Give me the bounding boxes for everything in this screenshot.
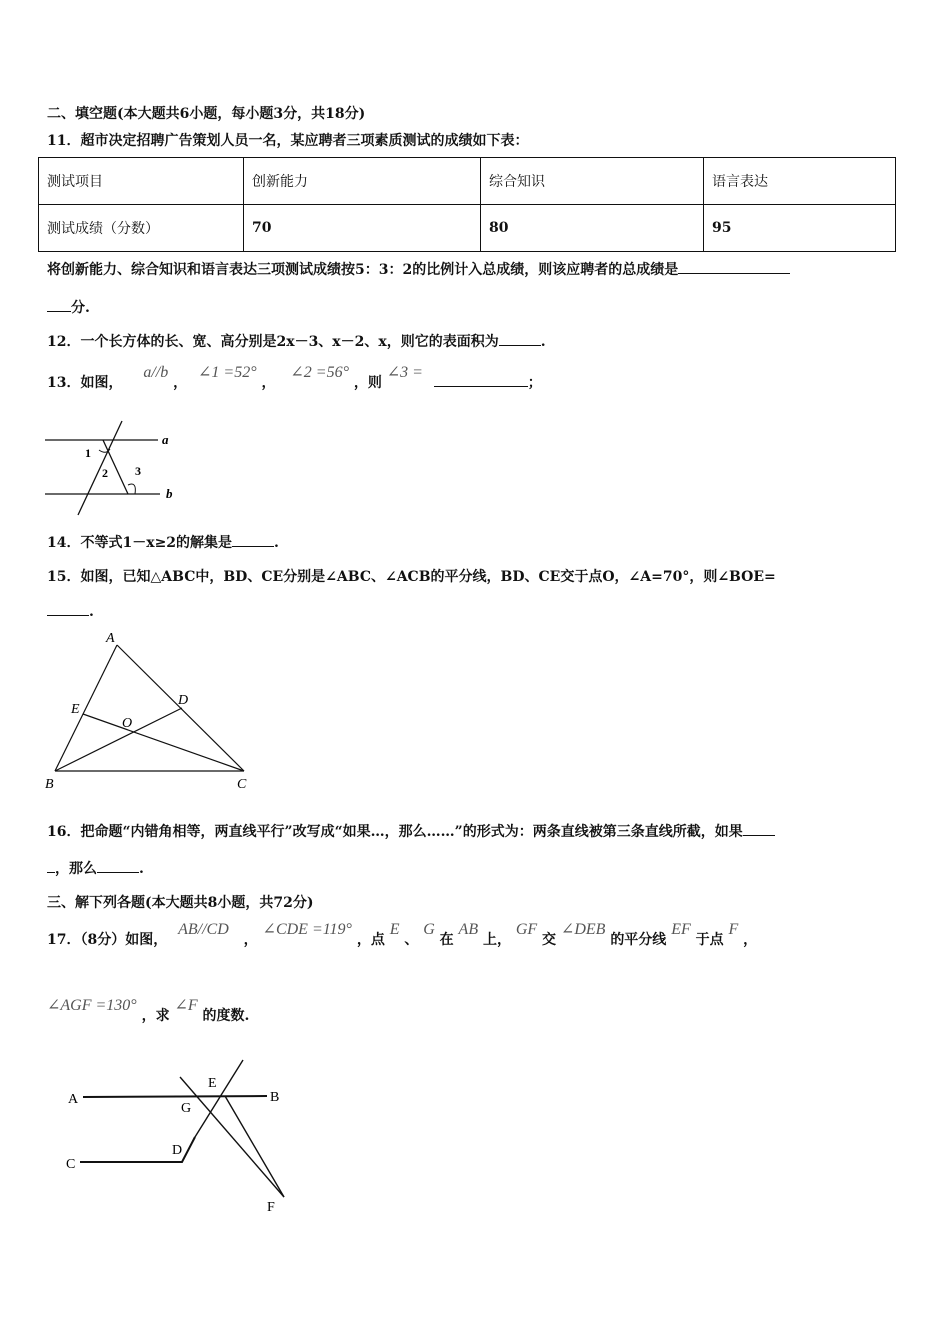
answer-blank[interactable] (47, 871, 55, 873)
q11-score-table (38, 157, 896, 252)
q17-t7: 于点 (695, 932, 724, 948)
label-C: C (237, 777, 247, 792)
q15-figure (40, 628, 270, 798)
table-cell: 80 (481, 205, 704, 252)
table-header-cell: 测试项目 (39, 158, 244, 205)
label-B: B (45, 777, 54, 792)
q12-text (47, 331, 546, 351)
q13-math-parallel: a//b (143, 364, 169, 381)
label-C: C (66, 1157, 76, 1172)
q13-end: ； (527, 375, 542, 391)
q13-sep: ， (173, 375, 188, 391)
label-a: a (162, 432, 169, 447)
q16-text-line2 (47, 858, 144, 878)
q12-text-body: 12．一个长方体的长、宽、高分别是2x－3、x－2、x，则它的表面积为 (47, 334, 499, 350)
label-b: b (166, 486, 173, 501)
q17-math-E: E (389, 921, 400, 938)
label-D: D (172, 1143, 183, 1158)
q13-figure (40, 415, 200, 525)
label-A: A (68, 1092, 79, 1107)
q17-math-parallel: AB//CD (178, 921, 229, 938)
q17-t4: 上， (482, 932, 511, 948)
q13-math-angle1: ∠1 =52° (198, 364, 257, 381)
section2-title: 二、填空题(本大题共6小题，每小题3分，共18分) (47, 106, 366, 122)
section3-title: 三、解下列各题(本大题共8小题，共72分) (47, 895, 314, 911)
q17-t5: 交 (542, 932, 557, 948)
q17-math-G: G (423, 921, 435, 938)
line-AB (83, 1096, 267, 1097)
answer-blank[interactable] (232, 545, 274, 547)
q11-text-end: 分. (71, 300, 90, 316)
q13-math-angle3: ∠3 = (386, 364, 423, 381)
q13-text (47, 364, 542, 392)
q16-text-body: 16．把命题“内错角相等，两直线平行”改写成“如果…，那么……”的形式为：两条直线被第三条直线所截，如果 (47, 824, 743, 840)
q16-end: . (139, 861, 144, 877)
q17-math-AB: AB (458, 921, 479, 938)
q17-t9: 的度数. (202, 1008, 250, 1024)
table-header-cell: 综合知识 (481, 158, 704, 205)
q14-end: . (274, 535, 279, 551)
q17-t8: ，求 (141, 1008, 170, 1024)
table-row (39, 205, 896, 252)
table-header-cell: 创新能力 (244, 158, 481, 205)
q17-prefix: 17．（8分）如图， (47, 932, 168, 948)
table-cell: 95 (704, 205, 896, 252)
answer-blank[interactable] (678, 272, 790, 274)
q17-sep: ， (243, 932, 258, 948)
table-header-cell: 语言表达 (704, 158, 896, 205)
q11-text-body: 将创新能力、综合知识和语言表达三项测试成绩按5：3：2的比例计入总成绩，则该应聘者的总成绩是 (47, 262, 679, 278)
q17-t3: 在 (439, 932, 454, 948)
table-cell: 70 (244, 205, 481, 252)
q13-math-angle2: ∠2 =56° (290, 364, 349, 381)
label-E: E (71, 702, 80, 717)
q17-math-EF: EF (671, 921, 691, 938)
side-AC (117, 645, 244, 771)
q15-end: . (89, 604, 94, 620)
q17-text-line2 (47, 997, 250, 1025)
label-angle-3: 3 (135, 464, 141, 478)
label-G: G (181, 1101, 192, 1116)
table-header-row (39, 158, 896, 205)
answer-blank[interactable] (47, 614, 89, 616)
side-AB (55, 645, 117, 771)
q17-math-angle-agf: ∠AGF =130° (47, 997, 137, 1014)
q14-text (47, 532, 279, 552)
q17-math-F: F (728, 921, 739, 938)
q17-t1: ，点 (356, 932, 385, 948)
q12-end: . (540, 334, 546, 350)
label-A: A (106, 631, 115, 646)
answer-blank[interactable] (97, 871, 139, 873)
label-angle-2: 2 (102, 466, 108, 480)
label-B: B (270, 1090, 280, 1105)
bisector-CE (83, 714, 244, 771)
label-angle-1: 1 (85, 446, 91, 460)
q15-answer-line (47, 604, 94, 620)
label-D: D (178, 693, 189, 708)
q17-figure (60, 1055, 300, 1220)
table-row-label: 测试成绩（分数） (39, 205, 244, 252)
answer-blank[interactable] (47, 310, 71, 312)
q17-math-GF: GF (515, 921, 538, 938)
label-E: E (208, 1076, 217, 1091)
q11-text-end-line (47, 297, 90, 317)
q17-math-angle-f: ∠F (174, 997, 198, 1014)
bisector-BD (55, 708, 182, 771)
q17-t2: 、 (404, 932, 419, 948)
q16-text (47, 821, 775, 841)
q17-t6: 的平分线 (610, 932, 667, 948)
label-O: O (122, 716, 133, 731)
q15-text: 15．如图，已知△ABC中，BD、CE分别是∠ABC、∠ACB的平分线，BD、CE交于点O，∠A=70°，则∠BOE= (47, 569, 776, 585)
q16-mid: ，那么 (55, 861, 97, 877)
q11-text (47, 259, 790, 279)
answer-blank[interactable] (743, 834, 775, 836)
q17-math-angle-deb: ∠DEB (560, 921, 606, 938)
q14-text-body: 14．不等式1－x≥2的解集是 (47, 535, 233, 551)
q17-math-angle-cde: ∠CDE =119° (262, 921, 352, 938)
label-F: F (267, 1200, 275, 1215)
answer-blank[interactable] (434, 385, 528, 387)
q13-prefix: 13．如图， (47, 375, 123, 391)
line-EF (225, 1096, 284, 1197)
q11-stem: 11．超市决定招聘广告策划人员一名，某应聘者三项素质测试的成绩如下表： (47, 133, 529, 149)
q13-then: ，则 (353, 375, 382, 391)
q13-sep: ， (261, 375, 276, 391)
q17-text (47, 921, 758, 949)
q17-sep: ， (743, 932, 758, 948)
answer-blank[interactable] (499, 344, 541, 346)
angle-arc-3 (128, 484, 135, 494)
line-DE-extended (195, 1060, 243, 1137)
